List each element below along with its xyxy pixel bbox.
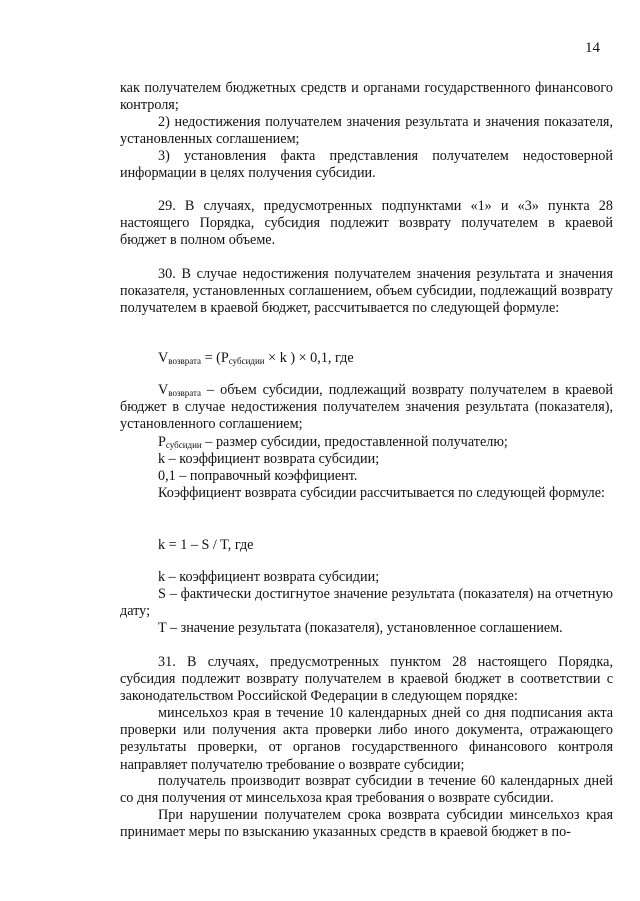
paragraph-31-step-1: минсельхоз края в течение 10 календарных дней со дня подписания акта проверки или получения акта проверки либо иного документа, отражающего результаты проверки, от органов государственного финансового контроля направляет получателю требование о возврате субсидии; <box>120 705 613 773</box>
definition-correction: 0,1 – поправочный коэффициент. <box>158 468 358 484</box>
formula-coefficient: k = 1 – S / T, где <box>158 537 254 553</box>
page-number: 14 <box>585 40 600 56</box>
definition-s: S – фактически достигнутое значение результата (показателя) на отчетную дату; <box>120 586 613 620</box>
definition-p-symbol: P <box>158 434 166 450</box>
formula-eq: = (P <box>201 350 229 366</box>
paragraph-30: 30. В случае недостижения получателем значения результата и значения показателя, установленных соглашением, объем субсидии, подлежащий возврату получателем в краевой бюджет, рассчитывается по следующей формуле: <box>120 266 613 317</box>
definition-p <box>120 434 613 451</box>
definition-v-subscript: возврата <box>168 388 202 398</box>
coefficient-intro: Коэффициент возврата субсидии рассчитывается по следующей формуле: <box>158 485 605 501</box>
definition-p-text: – размер субсидии, предоставленной получателю; <box>201 434 508 450</box>
formula-p-subscript: субсидии <box>228 356 265 366</box>
paragraph-31: 31. В случаях, предусмотренных пунктом 28 настоящего Порядка, субсидия подлежит возврату получателем в краевой бюджет в соответствии с законодательством Российской Федерации в следующем порядке: <box>120 654 613 705</box>
formula-tail: × k ) × 0,1, где <box>264 350 354 366</box>
definition-p-subscript: субсидии <box>165 440 202 450</box>
paragraph-29: 29. В случаях, предусмотренных подпунктами «1» и «3» пункта 28 настоящего Порядка, субсидия подлежит возврату получателем в краевой бюджет в полном объеме. <box>120 198 613 249</box>
definition-v-symbol: V <box>158 382 169 398</box>
list-item-2: 2) недостижения получателем значения результата и значения показателя, установленных соглашением; <box>120 114 613 148</box>
paragraph-31-step-2: получатель производит возврат субсидии в течение 60 календарных дней со дня получения от минсельхоза края требования о возврате субсидии. <box>120 773 613 807</box>
definition-v-text: – объем субсидии, подлежащий возврату получателем в краевой бюджет в случае недостижения получателем значения результата (показателя), установленного соглашением; <box>120 382 613 433</box>
paragraph-continuation: как получателем бюджетных средств и органами государственного финансового контроля; <box>120 80 613 114</box>
paragraph-31-enforcement: При нарушении получателем срока возврата субсидии минсельхоз края принимает меры по взысканию указанных средств в краевой бюджет в по- <box>120 807 613 841</box>
definition-k-2: k – коэффициент возврата субсидии; <box>158 569 380 585</box>
formula-v-subscript: возврата <box>168 356 202 366</box>
definition-v <box>120 382 613 434</box>
list-item-3: 3) установления факта представления получателем недостоверной информации в целях получения субсидии. <box>120 148 613 182</box>
definition-k: k – коэффициент возврата субсидии; <box>158 451 380 467</box>
definition-t: T – значение результата (показателя), установленное соглашением. <box>158 620 563 636</box>
formula-v: V <box>158 350 169 366</box>
formula-return-volume <box>158 350 354 367</box>
